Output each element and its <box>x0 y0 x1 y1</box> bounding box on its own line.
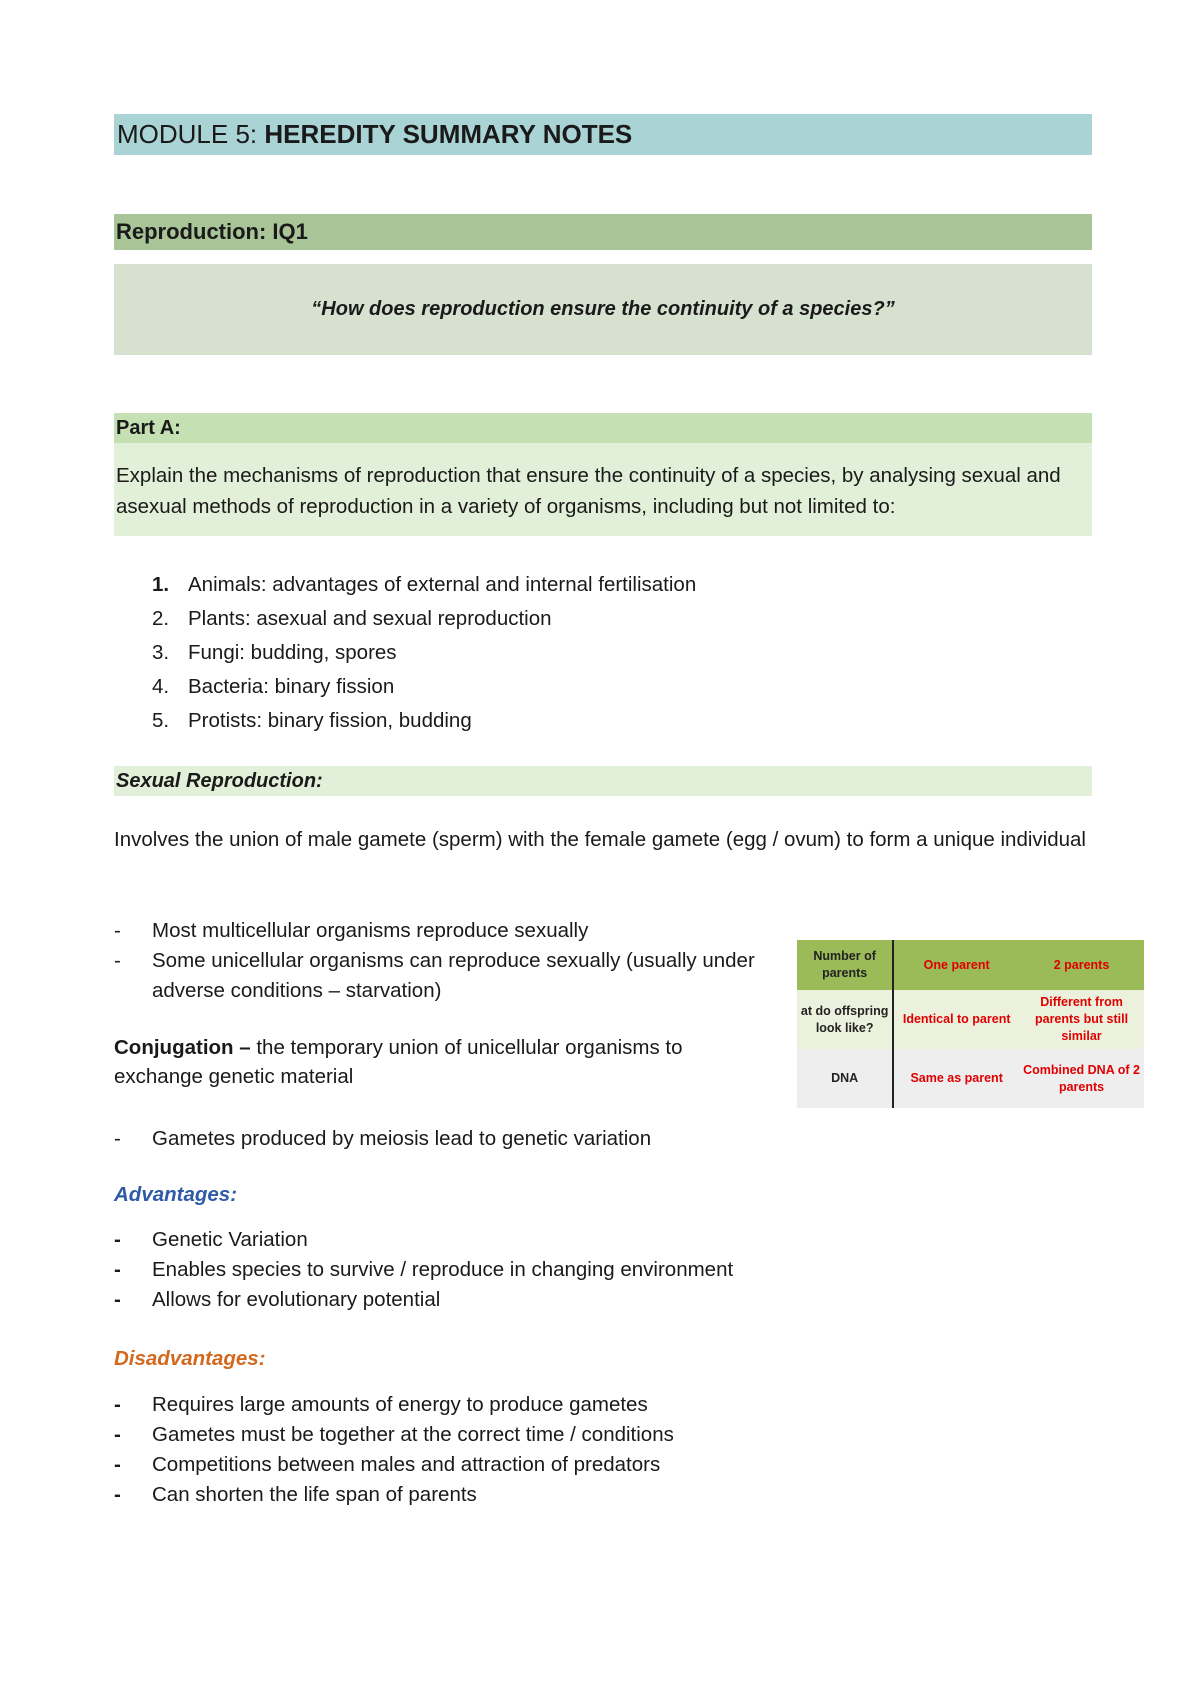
list-item <box>114 568 696 602</box>
dash-bullet: - <box>114 1258 121 1281</box>
list-text: Protists: binary fission, budding <box>188 709 472 732</box>
bullet-text: Requires large amounts of energy to produce gametes <box>152 1393 648 1416</box>
list-item <box>114 1255 914 1285</box>
list-item <box>114 1420 914 1450</box>
module-title-main: HEREDITY SUMMARY NOTES <box>264 119 633 149</box>
list-item <box>114 916 764 946</box>
list-item <box>114 670 696 704</box>
list-item <box>114 704 696 738</box>
bullet-text: Enables species to survive / reproduce in changing environment <box>152 1258 734 1281</box>
list-number: 1. <box>152 573 170 596</box>
inquiry-question: “How does reproduction ensure the continuity of a species?” <box>114 264 1092 355</box>
list-item <box>114 1225 914 1255</box>
list-item <box>114 1480 914 1510</box>
list-number: 4. <box>152 675 170 698</box>
list-text: Fungi: budding, spores <box>188 641 397 664</box>
part-a-body: Explain the mechanisms of reproduction that ensure the continuity of a species, by analysing sexual and asexual methods of reproduction in a variety of organisms, including but not limited to: <box>114 443 1092 536</box>
advantages-list <box>114 1225 914 1315</box>
dash-bullet: - <box>114 1453 121 1476</box>
table-cell: Identical to parent <box>893 990 1019 1049</box>
table-row <box>797 1049 1144 1108</box>
dash-bullet: - <box>114 1228 121 1251</box>
list-text: Animals: advantages of external and internal fertilisation <box>188 573 697 596</box>
conjugation-definition <box>114 1033 754 1091</box>
conjugation-term: Conjugation – <box>114 1036 251 1059</box>
sexual-definition: Involves the union of male gamete (sperm) with the female gamete (egg / ovum) to form a unique individual <box>114 828 1086 851</box>
bullet-text: Can shorten the life span of parents <box>152 1483 477 1506</box>
list-number: 2. <box>152 607 170 630</box>
table-cell: Number of parents <box>797 940 893 990</box>
table-cell: Same as parent <box>893 1049 1019 1108</box>
table-cell: at do offspring look like? <box>797 990 893 1049</box>
list-number: 5. <box>152 709 170 732</box>
part-a-heading: Part A: <box>114 413 1092 443</box>
list-item <box>114 602 696 636</box>
table-row <box>797 940 1144 990</box>
dash-bullet: - <box>114 1288 121 1311</box>
bullet-text: Some unicellular organisms can reproduce sexually (usually under adverse conditions – starvation) <box>152 949 755 1002</box>
bullet-text: Gametes produced by meiosis lead to genetic variation <box>152 1127 652 1150</box>
module-title <box>114 114 1092 155</box>
table-cell: One parent <box>893 940 1019 990</box>
list-item <box>114 1390 914 1420</box>
module-title-prefix: MODULE 5: <box>117 119 265 149</box>
meiosis-points <box>114 1124 814 1154</box>
table-cell: 2 parents <box>1019 940 1144 990</box>
table-cell: Combined DNA of 2 parents <box>1019 1049 1144 1108</box>
list-item <box>114 1450 914 1480</box>
organism-list <box>114 568 696 738</box>
dash-bullet: - <box>114 1483 121 1506</box>
parents-comparison-table <box>797 940 1145 1108</box>
list-text: Plants: asexual and sexual reproduction <box>188 607 552 630</box>
dash-bullet: - <box>114 1127 121 1150</box>
conjugation-text: the temporary union of unicellular organisms to exchange genetic material <box>114 1036 683 1088</box>
sexual-reproduction-heading: Sexual Reproduction: <box>114 766 1092 796</box>
disadvantages-list <box>114 1390 914 1510</box>
dash-bullet: - <box>114 949 121 972</box>
table-row <box>797 990 1144 1049</box>
list-text: Bacteria: binary fission <box>188 675 395 698</box>
section-heading: Reproduction: IQ1 <box>114 214 1092 250</box>
disadvantages-heading: Disadvantages: <box>114 1347 266 1370</box>
bullet-text: Allows for evolutionary potential <box>152 1288 441 1311</box>
list-number: 3. <box>152 641 170 664</box>
list-item <box>114 1285 914 1315</box>
sexual-points <box>114 916 764 1006</box>
dash-bullet: - <box>114 1393 121 1416</box>
bullet-text: Genetic Variation <box>152 1228 308 1251</box>
list-item <box>114 636 696 670</box>
table-cell: Different from parents but still similar <box>1019 990 1144 1049</box>
dash-bullet: - <box>114 1423 121 1446</box>
list-item <box>114 946 764 1006</box>
bullet-text: Most multicellular organisms reproduce sexually <box>152 919 589 942</box>
bullet-text: Gametes must be together at the correct time / conditions <box>152 1423 674 1446</box>
bullet-text: Competitions between males and attraction of predators <box>152 1453 661 1476</box>
table-cell: DNA <box>797 1049 893 1108</box>
dash-bullet: - <box>114 919 121 942</box>
advantages-heading: Advantages: <box>114 1183 238 1206</box>
list-item <box>114 1124 814 1154</box>
